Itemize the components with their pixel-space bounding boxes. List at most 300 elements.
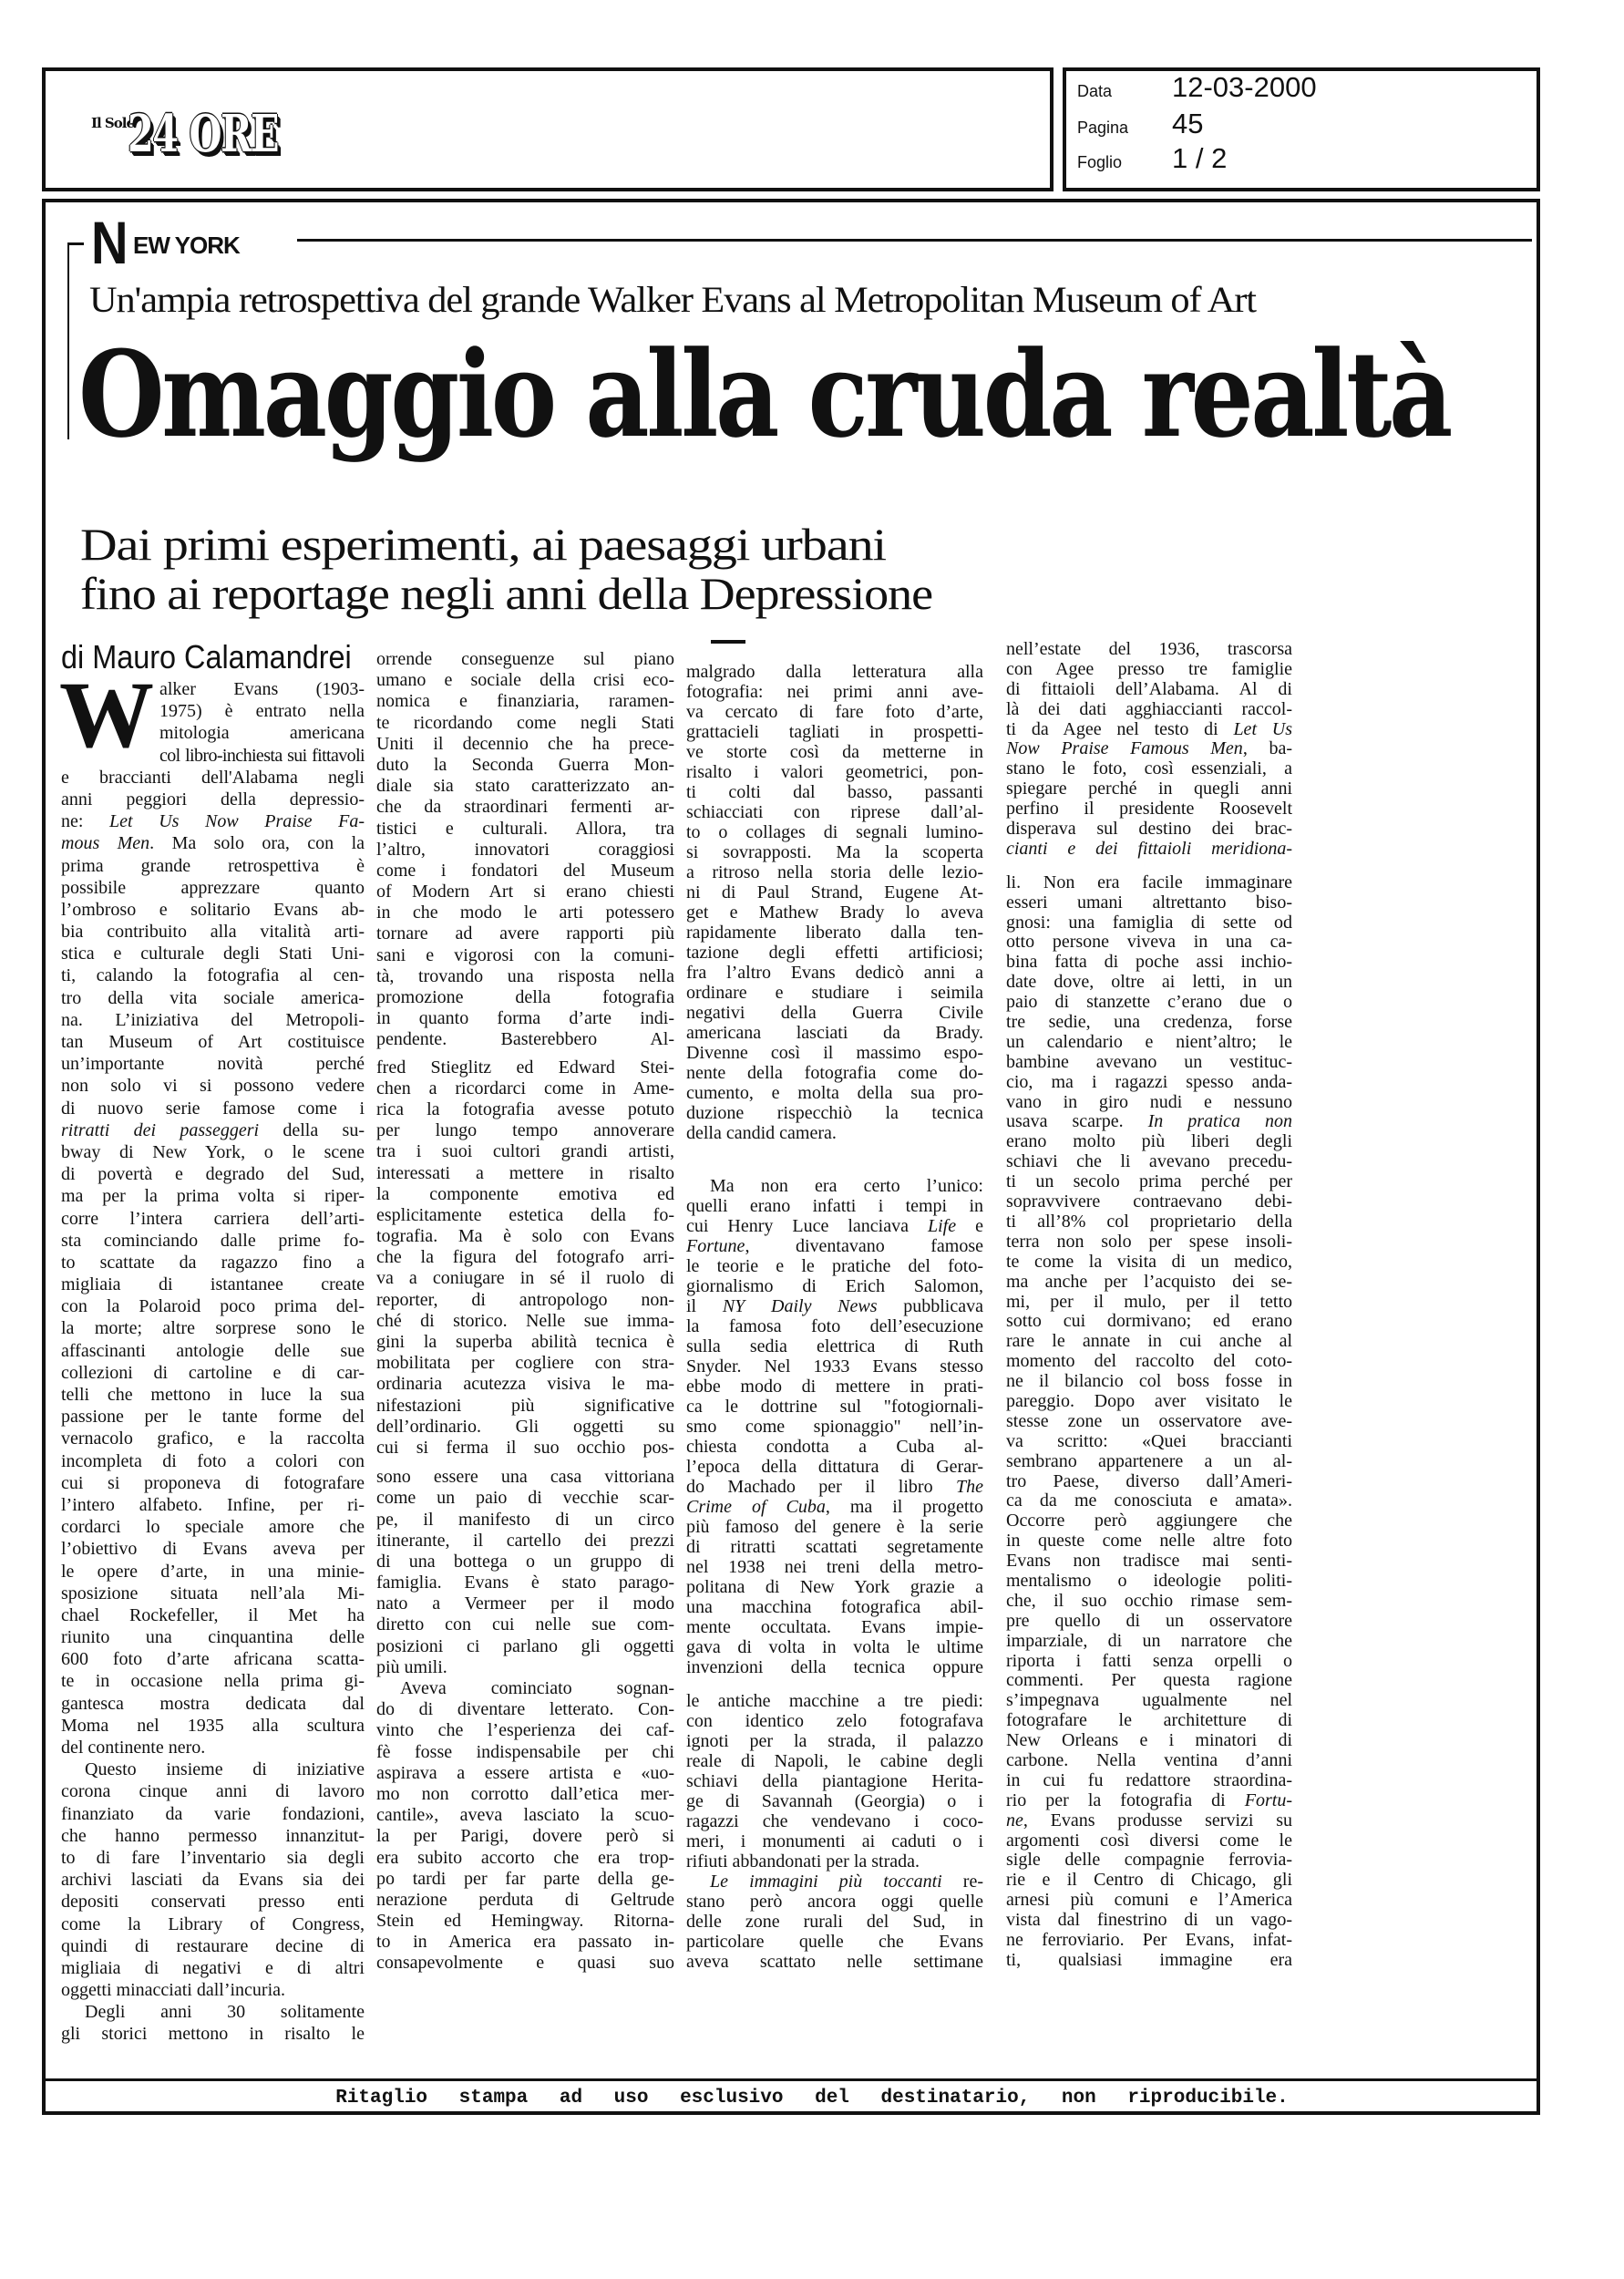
text-line [1006, 1392, 1292, 1412]
text-line [376, 1636, 674, 1657]
text-line [376, 1353, 674, 1374]
text-line [686, 802, 983, 822]
text: to scattate da ragazzo fino a [61, 1252, 365, 1273]
text-line [686, 1023, 983, 1043]
text-line [61, 1230, 365, 1252]
text-line [1006, 1312, 1292, 1332]
text: una macchina fotografica abil- [686, 1597, 983, 1617]
text-line [61, 943, 365, 964]
italic-text: In pratica non [1147, 1112, 1292, 1132]
italic-text: Life [927, 1216, 957, 1236]
text-line [1006, 1552, 1292, 1572]
text: ebbe modo di mettere in prati- [686, 1377, 983, 1397]
text-line [1006, 1073, 1292, 1093]
text-line [686, 1236, 983, 1256]
text-line [1006, 1691, 1292, 1711]
text: carbone. Nella ventina d’anni [1006, 1750, 1292, 1770]
subhead-line: Dai primi esperimenti, ai paesaggi urbani [80, 519, 886, 570]
text: delle zone rurali del Sud, in [686, 1912, 983, 1932]
text: consapevolmente e quasi suo [376, 1953, 674, 1974]
text: quindi di restaurare decine di [61, 1935, 365, 1956]
text: rio per la fotografia di [1006, 1790, 1245, 1810]
text: americana lasciati da Brady. [686, 1023, 983, 1043]
text-line [686, 1216, 983, 1236]
text-line [61, 921, 365, 943]
text: aspirava a essere artista e «uo- [376, 1762, 674, 1783]
text-line [61, 1538, 365, 1560]
text: passione per le tante forme del [61, 1407, 365, 1428]
text: mentalismo o ideologie politi- [1006, 1571, 1292, 1591]
text: il [686, 1296, 723, 1316]
subhead-line: fino ai reportage negli anni della Depressione [80, 568, 933, 619]
text-line [376, 1784, 674, 1805]
text-line [376, 1438, 674, 1459]
text-line [61, 1384, 365, 1406]
text-line [376, 1099, 674, 1120]
text-line [1006, 1053, 1292, 1073]
text: ne il bilancio col boss fosse in [1006, 1372, 1292, 1392]
kicker-initial: N [91, 209, 128, 276]
text: te ricordando come negli Stati [376, 712, 674, 733]
text: particolare quelle che Evans [686, 1932, 983, 1952]
text-line [61, 1362, 365, 1384]
text: la famosa foto dell’esecuzione [686, 1316, 983, 1336]
text-line [61, 1516, 365, 1538]
text: più umili. [376, 1656, 447, 1677]
text: vista dal finestrino di un vago- [1006, 1911, 1292, 1931]
text: sono essere una casa vittoriana [376, 1467, 674, 1488]
text: to in America era passato in- [376, 1932, 674, 1953]
text: famiglia. Evans è stato parago- [376, 1573, 674, 1593]
text-line [61, 1913, 365, 1935]
text-line [376, 1467, 674, 1488]
text-line [61, 1274, 365, 1295]
text-line [1006, 993, 1292, 1013]
text-block [686, 1691, 983, 1972]
text: di ritratti scattati segretamente [686, 1537, 983, 1557]
text: ca da me conosciuta e amata». [1006, 1491, 1292, 1511]
article-paragraph [59, 663, 365, 1758]
text: in cui fu redattore straordina- [1006, 1770, 1292, 1790]
text-line [376, 1573, 674, 1593]
article-paragraph [686, 1176, 983, 1677]
text-line [159, 745, 365, 767]
text: gnosi: una famiglia di sette od [1006, 913, 1292, 933]
text-line [1006, 1033, 1292, 1053]
text-line [1006, 973, 1292, 993]
text-line [376, 1332, 674, 1353]
text: risalto i valori geometrici, pon- [686, 762, 983, 782]
text-line [1006, 1911, 1292, 1931]
text: tà, trovando una risposta nella [376, 965, 674, 986]
text-line [1006, 1751, 1292, 1771]
text-line [686, 1811, 983, 1831]
text-line [376, 1141, 674, 1162]
text-line [376, 1531, 674, 1552]
text-line [376, 1163, 674, 1184]
text: oggetti minacciati dall’incuria. [61, 1980, 286, 2001]
text: tro della vita sociale america- [61, 987, 365, 1008]
text: mo non corrotto dall’etica mer- [376, 1783, 674, 1804]
text: ni di Paul Strand, Eugene At- [686, 882, 983, 902]
text-line [376, 1029, 674, 1050]
text: fra l’altro Evans dedicò anni a [686, 963, 983, 983]
text: le opere d’arte, in una minie- [61, 1561, 365, 1582]
text: ordinaria acutezza visiva le ma- [376, 1374, 674, 1395]
text-line [159, 678, 365, 700]
text-line [376, 861, 674, 882]
text: duzione rispecchiò la tecnica [686, 1103, 983, 1123]
text-line [1006, 1891, 1292, 1911]
logo-small-text: Il Sole [91, 115, 135, 131]
text: mobilitata per cogliere con stra- [376, 1353, 674, 1374]
text-line [686, 1617, 983, 1637]
text-line [1006, 700, 1292, 720]
text-line [686, 902, 983, 923]
italic-text: ne [1006, 1810, 1023, 1830]
text: esseri umani altrettanto biso- [1006, 892, 1292, 913]
article-paragraph [376, 1057, 674, 1459]
text: in queste come nelle altre foto [1006, 1531, 1292, 1552]
text: arnesi più comuni e l’America [1006, 1891, 1292, 1911]
text: ordinare e studiare i seimila [686, 983, 983, 1003]
text: sulla sedia elettrica di Ruth [686, 1336, 983, 1356]
text: anni peggiori della depressio- [61, 789, 365, 810]
text: cordarci lo speciale amore che [61, 1517, 365, 1538]
italic-text: The [956, 1477, 983, 1497]
text: bambine avevano un vestituc- [1006, 1052, 1292, 1072]
text-line [61, 1891, 365, 1913]
text: che da straordinari fermenti ar- [376, 797, 674, 818]
text-line [1006, 1432, 1292, 1452]
text-line [376, 1826, 674, 1847]
text-line [61, 1737, 365, 1758]
text-line [376, 1911, 674, 1932]
text-line [376, 734, 674, 755]
article-paragraph [376, 1678, 674, 1975]
text-line [61, 1957, 365, 1979]
text-line [686, 1711, 983, 1731]
text-block [1006, 873, 1292, 1971]
text-line [686, 782, 983, 802]
text: Questo insieme di iniziative [85, 1759, 365, 1780]
text: a ritroso nella storia delle lezio- [686, 862, 983, 882]
text: ma anche per l’acquisto dei se- [1006, 1272, 1292, 1292]
text-line [61, 1317, 365, 1339]
text: non solo vi si possono vedere [61, 1076, 365, 1097]
text-line [376, 1552, 674, 1573]
text: cio, ma i ragazzi spesso anda- [1006, 1072, 1292, 1092]
text-line [61, 1428, 365, 1449]
text-line [1006, 1352, 1292, 1372]
text: la per Parigi, dovere però si [376, 1826, 674, 1847]
text-line [686, 882, 983, 902]
text-line [686, 1043, 983, 1063]
text: col libro-inchiesta sui fittavoli [159, 745, 365, 766]
text-line [1006, 1013, 1292, 1033]
text-block [376, 1057, 674, 1459]
text-line [1006, 1612, 1292, 1632]
text: ti, qualsiasi immagine era [1006, 1950, 1292, 1970]
text-line [376, 1848, 674, 1869]
text: possibile apprezzare quanto [61, 877, 365, 898]
text: mente occultata. Evans impie- [686, 1617, 983, 1637]
text-line [1006, 1592, 1292, 1612]
text-line [376, 1763, 674, 1784]
text: pareggio. Dopo aver visitato le [1006, 1391, 1292, 1411]
text-line [61, 1604, 365, 1626]
text: ragazzi che vendevano i coco- [686, 1811, 983, 1831]
text-line [376, 945, 674, 966]
text: pendente. Basterebbero Al- [376, 1029, 674, 1050]
text: l’obiettivo di Evans aveva per [61, 1539, 365, 1560]
text-line [376, 1510, 674, 1531]
text: date dove, oltre ai letti, in un [1006, 973, 1292, 993]
text-line [376, 1417, 674, 1438]
text-line [686, 1892, 983, 1912]
text-line [686, 1457, 983, 1477]
text: migliaia di istantanee create [61, 1274, 365, 1295]
text-line [1006, 1771, 1292, 1791]
text: ti, calando la fotografia al cen- [61, 965, 365, 986]
text: Aveva cominciato sognan- [400, 1678, 674, 1698]
text-line [1006, 933, 1292, 953]
text: te come la visita di un medico, [1006, 1252, 1292, 1272]
text: tografia. Ma è solo con Evans [376, 1226, 674, 1247]
article-paragraph [686, 1872, 983, 1972]
text: cui si ferma il suo occhio pos- [376, 1437, 674, 1458]
text-line [376, 1805, 674, 1826]
text-line [686, 1577, 983, 1597]
text: disperava sul destino dei brac- [1006, 820, 1292, 840]
italic-text: cianti e dei fittaioli meridiona- [1006, 839, 1292, 859]
text-line [1006, 1293, 1292, 1313]
text: promozione della fotografia [376, 987, 674, 1007]
text: to di fare l’inventario sia degli [61, 1847, 365, 1868]
text: reporter, di antropologo non- [376, 1289, 674, 1310]
text-line [686, 1377, 983, 1397]
text-line [376, 1720, 674, 1741]
text: Ma non era certo l’unico: [710, 1176, 983, 1196]
text: corona cinque anni di lavoro [61, 1781, 365, 1802]
text-line [376, 649, 674, 670]
text: che, il suo occhio rimase sem- [1006, 1591, 1292, 1611]
text-line [1006, 1652, 1292, 1672]
text: si sovrapposti. Ma la scoperta [686, 842, 983, 862]
text-line [686, 1932, 983, 1952]
text: re- [941, 1872, 983, 1892]
text: . Ma solo ora, con la [149, 833, 365, 854]
text: di fittaioli dell’Alabama. Al di [1006, 679, 1292, 699]
text-line [1006, 1871, 1292, 1891]
text: della su- [259, 1119, 365, 1140]
text-line [1006, 1711, 1292, 1731]
text: di povertà e degrado del Sud, [61, 1164, 365, 1185]
text: po tardi per far parte della ge- [376, 1868, 674, 1889]
text: come la Library of Congress, [61, 1913, 365, 1934]
text-line [61, 1715, 365, 1737]
text: rapidamente liberato dalla ten- [686, 923, 983, 943]
text-line [61, 1075, 365, 1097]
text-line [1006, 1112, 1292, 1132]
article-paragraph [1006, 873, 1292, 1971]
text-line [1006, 1531, 1292, 1552]
text: perfino il presidente Roosevelt [1006, 799, 1292, 820]
text-line [1006, 1472, 1292, 1492]
text: più famoso del genere è la serie [686, 1517, 983, 1537]
text-line [376, 1226, 674, 1247]
text: ca le dottrine sul "fotogiornali- [686, 1397, 983, 1417]
text: telli che mettono in luce la sua [61, 1385, 365, 1405]
text: na. L’iniziativa del Metropoli- [61, 1009, 365, 1030]
text-line [686, 1003, 983, 1023]
text: l’ombroso e solitario Evans ab- [61, 899, 365, 920]
text-line [61, 767, 365, 789]
text-block [376, 649, 674, 1051]
text-line [376, 1488, 674, 1509]
text-line [1006, 1093, 1292, 1113]
text: ti da Agee nel testo di [1006, 719, 1234, 739]
text-line [686, 1063, 983, 1083]
text: do Machado per il libro [686, 1477, 956, 1497]
text: momento del raccolto del coto- [1006, 1352, 1292, 1372]
text-line [686, 1276, 983, 1296]
text-line [686, 1497, 983, 1517]
text-line [1006, 1232, 1292, 1253]
text: stano le foto, così essenziali, a [1006, 759, 1292, 779]
text: mi, per il mulo, per il tetto [1006, 1292, 1292, 1312]
text: duto la Seconda Guerra Mon- [376, 754, 674, 775]
text: aveva scattato nelle settimane [686, 1952, 983, 1972]
text: le antiche macchine a tre piedi: [686, 1691, 983, 1711]
text-line [376, 776, 674, 797]
text-line [1006, 1212, 1292, 1232]
text: nomica e finanziaria, raramen- [376, 691, 674, 712]
text: archivi lasciati da Evans sia dei [61, 1870, 365, 1891]
text-line [1006, 660, 1292, 680]
text: ti all’8% col proprietario della [1006, 1212, 1292, 1232]
section-bracket [67, 242, 84, 245]
meta-value: 1 / 2 [1172, 142, 1228, 174]
text: meri, i monumenti ai caduti o i [686, 1831, 983, 1851]
text-line [61, 1670, 365, 1692]
text-line [376, 1205, 674, 1226]
text-line [686, 722, 983, 742]
text: schiacciati con riprese dall’al- [686, 802, 983, 822]
text-line [61, 1583, 365, 1604]
text: tan Museum of Art costituisce [61, 1032, 365, 1052]
text-block [1006, 640, 1292, 860]
text-line [61, 1472, 365, 1494]
text: cui Henry Luce lanciava [686, 1216, 928, 1236]
text-line [376, 691, 674, 712]
text: l’altro, innovatori coraggiosi [376, 839, 674, 860]
text-line [686, 1872, 983, 1892]
text-line [61, 1031, 365, 1053]
text: rifiuti abbandonati per la strada. [686, 1851, 920, 1872]
text-line [376, 713, 674, 734]
text: della candid camera. [686, 1123, 837, 1143]
text: va a coniugare in sé il ruolo di [376, 1268, 674, 1289]
text: con Agee presso tre famiglie [1006, 659, 1292, 679]
text: collezioni di cartoline e di car- [61, 1362, 365, 1383]
text-line [1006, 1192, 1292, 1212]
text-line [1006, 1831, 1292, 1851]
text: gini la superba abilità tecnica è [376, 1332, 674, 1352]
text-line [61, 832, 365, 854]
text: che hanno permesso innanzitut- [61, 1825, 365, 1846]
text: tornare ad avere rapporti più [376, 923, 674, 944]
text-line [1006, 1172, 1292, 1192]
text: prima grande retrospettiva è [61, 855, 365, 876]
text-line [1006, 1951, 1292, 1971]
text-line [686, 1316, 983, 1336]
text-line [61, 1252, 365, 1274]
text-line [686, 1537, 983, 1557]
text-line [686, 1691, 983, 1711]
text-line [686, 1296, 983, 1316]
text: per lungo tempo annoverare [376, 1120, 674, 1141]
text: get e Mathew Brady lo aveva [686, 902, 983, 923]
meta-value: 45 [1172, 108, 1204, 139]
text: paio di stanzette c’erano due o [1006, 993, 1292, 1013]
text: Evans non tradisce mai senti- [1006, 1552, 1292, 1572]
text-line [1006, 720, 1292, 740]
text: sta cominciando dalle prime fo- [61, 1230, 365, 1251]
text: pre quello di un osservatore [1006, 1611, 1292, 1631]
text: fotografia: nei primi anni ave- [686, 682, 983, 702]
text: umano e sociale della crisi eco- [376, 670, 674, 691]
italic-text: ritratti dei passeggeri [61, 1119, 260, 1140]
text-line [376, 1890, 674, 1911]
text: gantesca mostra dedicata dal [61, 1693, 365, 1714]
text: là dei dati agghiaccianti raccol- [1006, 699, 1292, 719]
text: ve storte così da metterne in [686, 742, 983, 762]
kicker-rule [297, 239, 1532, 242]
text-line [686, 1437, 983, 1457]
headline: Omaggio alla cruda realtà [78, 325, 1450, 464]
text-line [376, 987, 674, 1008]
text-line [686, 1176, 983, 1196]
text: bia contribuito alla vitalità arti- [61, 922, 365, 943]
text-line [376, 1184, 674, 1205]
article-column-2 [376, 649, 674, 1975]
text-line [376, 1057, 674, 1078]
text-line [1006, 1791, 1292, 1811]
text: sani e vigorosi con la comuni- [376, 944, 674, 965]
article-paragraph [61, 1758, 365, 2001]
text: stano però ancora oggi quelle [686, 1892, 983, 1912]
text-line [376, 755, 674, 776]
text-line [159, 722, 365, 744]
kicker-label: EW YORK [133, 232, 240, 259]
italic-text: NY Daily News [722, 1296, 878, 1316]
text: New Orleans e i minatori di [1006, 1731, 1292, 1751]
logo-big-text: 24 ORE [128, 104, 278, 164]
text: smo come spionaggio" nell’in- [686, 1417, 983, 1437]
text: itinerante, il cartello dei prezzi [376, 1530, 674, 1551]
text: Divenne così il massimo espo- [686, 1043, 983, 1063]
text: gli storici mettono in risalto le [61, 2024, 365, 2045]
text: fotografare le architetture di [1006, 1711, 1292, 1731]
text: che la figura del fotografo arri- [376, 1247, 674, 1268]
text-line [686, 963, 983, 983]
text: tistici e culturali. Allora, tra [376, 818, 674, 839]
text-line [1006, 680, 1292, 700]
text: politana di New York grazie a [686, 1577, 983, 1597]
text: alker Evans (1903- [159, 679, 365, 699]
text-line [61, 1163, 365, 1185]
